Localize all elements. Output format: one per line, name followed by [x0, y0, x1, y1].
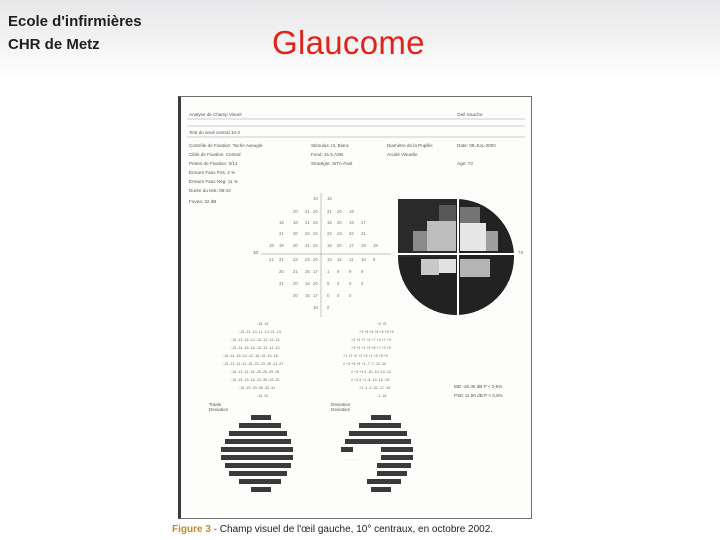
- threshold-grid: [261, 193, 391, 317]
- svg-text:22: 22: [313, 243, 318, 248]
- caption-text: Champ visuel de l'œil gauche, 10° centraux, en octobre 2002.: [217, 524, 494, 535]
- svg-text:18: 18: [373, 243, 378, 248]
- svg-text:11: 11: [349, 257, 354, 262]
- svg-text:9: 9: [373, 257, 376, 262]
- svg-text:10: 10: [361, 257, 366, 262]
- pupil-diameter: Diamètre de la Pupille:: [387, 143, 434, 148]
- svg-text:22: 22: [305, 231, 310, 236]
- scale-left: 10: [253, 250, 259, 255]
- svg-text:21: 21: [305, 209, 310, 214]
- svg-text:0: 0: [327, 305, 330, 310]
- svg-text:23: 23: [293, 257, 298, 262]
- svg-text:16: 16: [327, 243, 332, 248]
- svg-text:20: 20: [313, 281, 318, 286]
- svg-text:21: 21: [293, 269, 298, 274]
- fixation-monitor: Contrôle de Fixation: Tache Aveugle: [189, 143, 263, 148]
- svg-text:17: 17: [361, 220, 366, 225]
- svg-text:17: 17: [313, 293, 318, 298]
- svg-text:0: 0: [337, 281, 340, 286]
- svg-text:24: 24: [313, 220, 318, 225]
- svg-text:20: 20: [293, 281, 298, 286]
- fixation-losses: Pertes de Fixation: 0/14: [189, 161, 238, 166]
- pattern-deviation-values: [343, 322, 394, 398]
- exam-date: Date: 09-JUL-2002: [457, 143, 496, 148]
- svg-text:22: 22: [327, 231, 332, 236]
- svg-text:15: 15: [305, 293, 310, 298]
- svg-text:13: 13: [327, 257, 332, 262]
- false-negative: Erreurs Faux Nég: 11 %: [189, 179, 238, 184]
- svg-text:20: 20: [337, 243, 342, 248]
- svg-text:-15 -13 -16 -14 -15 -12 -13 -1: -15 -13 -16 -14 -15 -12 -13 -14: [231, 338, 280, 342]
- svg-text:19: 19: [349, 220, 354, 225]
- svg-text:+3 +5 +4 +6 +9 +5 +5: +3 +5 +4 +6 +9 +5 +5: [359, 330, 394, 334]
- svg-text:21: 21: [269, 257, 274, 262]
- svg-text:21: 21: [305, 220, 310, 225]
- svg-text:-15 -19 -20 -36 -33 -31: -15 -19 -20 -36 -33 -31: [239, 386, 276, 390]
- svg-text:-16 -14 -15 -14 -12 -16 -15 -1: -16 -14 -15 -14 -12 -16 -15 -16 -16: [223, 354, 278, 358]
- fovea-value: Fovea: 32 dB: [189, 199, 217, 204]
- figure-caption: [172, 524, 493, 535]
- svg-text:0: 0: [337, 293, 340, 298]
- svg-text:21: 21: [279, 281, 284, 286]
- svg-text:-13 -13 -11 -11 -15 -23 -23 -2: -13 -13 -11 -11 -15 -23 -23 -26 -24 -27: [223, 362, 284, 366]
- total-deviation-label: Totale Deviation: [209, 402, 229, 413]
- svg-text:17: 17: [313, 269, 318, 274]
- slide-title: Glaucome: [272, 24, 425, 61]
- svg-text:-13 -12 -13 -11 -13 -11 -13: -13 -12 -13 -11 -13 -11 -13: [239, 330, 281, 334]
- pattern-deviation-label: Deviation Deviation: [331, 402, 351, 413]
- school-line-2: CHR de Metz: [8, 36, 100, 53]
- svg-text:18: 18: [293, 220, 298, 225]
- svg-text:17: 17: [349, 243, 354, 248]
- test-duration: Durée du test: 06:43: [189, 188, 231, 193]
- svg-text:21: 21: [361, 231, 366, 236]
- svg-text:-1 -16: -1 -16: [377, 394, 387, 398]
- svg-text:19: 19: [327, 196, 332, 201]
- fixation-target: Cible de Fixation: Central: [189, 152, 241, 157]
- svg-text:9: 9: [349, 269, 352, 274]
- exam-title: Analyse de Champ Visuel: [189, 112, 242, 117]
- svg-text:20: 20: [293, 293, 298, 298]
- psd-index: PSD 11,50 dB P < 0,5%: [454, 393, 503, 398]
- svg-text:0: 0: [327, 293, 330, 298]
- false-positive: Erreurs Faux Pos: 2 %: [189, 170, 236, 175]
- svg-text:21: 21: [279, 231, 284, 236]
- school-line-1: Ecole d'infirmières: [8, 13, 142, 30]
- svg-text:-15 -15 -15 -16 -23 -30 -33 -3: -15 -15 -15 -16 -23 -30 -33 -32: [231, 378, 280, 382]
- svg-text:23: 23: [305, 257, 310, 262]
- svg-text:19: 19: [279, 243, 284, 248]
- svg-text:20: 20: [293, 231, 298, 236]
- svg-text:. . . . . . .: . . . . . . .: [343, 456, 358, 461]
- svg-text:+1 +2 +2 +2 +5 +1 +5 +5 +5: +1 +2 +2 +2 +5 +1 +5 +5 +5: [343, 354, 388, 358]
- svg-text:21: 21: [279, 257, 284, 262]
- svg-text:21: 21: [327, 209, 332, 214]
- svg-text:9: 9: [337, 269, 340, 274]
- figure-label: Figure 3 -: [172, 524, 218, 535]
- svg-text:20: 20: [293, 243, 298, 248]
- total-deviation-values: [223, 322, 283, 398]
- visual-field-report-scan: [178, 96, 532, 519]
- svg-text:12: 12: [337, 257, 342, 262]
- visual-acuity: Acuité Visuelle:: [387, 152, 419, 157]
- scale-right: 10: [518, 250, 524, 255]
- svg-text:18: 18: [279, 220, 284, 225]
- svg-text:18: 18: [269, 243, 274, 248]
- svg-text:0: 0: [349, 281, 352, 286]
- svg-text:19: 19: [349, 209, 354, 214]
- svg-text:+2 +5: +2 +5: [377, 322, 387, 326]
- test-name: Test du seuil central 10-2: [189, 130, 241, 135]
- svg-text:-16 -32: -16 -32: [257, 394, 269, 398]
- svg-text:23: 23: [337, 231, 342, 236]
- total-deviation-probability-map: [221, 415, 293, 492]
- svg-text:21: 21: [305, 243, 310, 248]
- svg-text:-13 -14 -15 -16 -15 -13 -14 -1: -13 -14 -15 -16 -15 -13 -14 -13: [231, 346, 280, 350]
- svg-text:-14 -13 -11 -16 -26 -26 -29 -2: -14 -13 -11 -16 -26 -26 -29 -28: [231, 370, 280, 374]
- svg-text:20: 20: [279, 269, 284, 274]
- svg-text:20: 20: [293, 209, 298, 214]
- report-graphics: [181, 97, 531, 518]
- svg-text:20: 20: [337, 209, 342, 214]
- svg-text:+1 -1 -4 -20 -17 -15: +1 -1 -4 -20 -17 -15: [359, 386, 391, 390]
- patient-age: Age: 73: [457, 161, 473, 166]
- svg-text:18: 18: [313, 305, 318, 310]
- svg-text:25: 25: [305, 269, 310, 274]
- svg-text:2 +3 +5 +5 +1 -7 -7 -10 -10: 2 +3 +5 +5 +1 -7 -7 -10 -10: [343, 362, 387, 366]
- stimulus: Stimulus: III, Blanc: [311, 143, 350, 148]
- svg-text:2 +3 3 +1 -8 -14 -16 -16: 2 +3 3 +1 -8 -14 -16 -16: [351, 378, 389, 382]
- pattern-deviation-probability-map: [341, 415, 413, 492]
- svg-text:-18 -15: -18 -15: [257, 322, 269, 326]
- svg-text:22: 22: [349, 231, 354, 236]
- svg-text:20: 20: [313, 209, 318, 214]
- grayscale-plot: [393, 193, 524, 319]
- svg-text:1: 1: [327, 269, 330, 274]
- svg-text:20: 20: [313, 257, 318, 262]
- md-index: MD -26,30 dB P < 0,5%: [454, 384, 503, 389]
- school-name: [8, 10, 142, 56]
- svg-text:9: 9: [361, 269, 364, 274]
- svg-text:+2 +4 +7 +4 +7 +4 +7 +9: +2 +4 +7 +4 +7 +4 +7 +9: [351, 338, 391, 342]
- svg-text:+3 +2 +1 +3 +5 +7 +9 +9: +3 +2 +1 +3 +5 +7 +9 +9: [351, 346, 391, 350]
- svg-text:15: 15: [305, 281, 310, 286]
- eye-label: Oeil Gauche: [457, 112, 483, 117]
- svg-text:2 +3 +4 0 -10 -10 -10 -12: 2 +3 +4 0 -10 -10 -10 -12: [351, 370, 391, 374]
- svg-text:9: 9: [327, 281, 330, 286]
- strategy: Stratégie: SITA-Fast: [311, 161, 353, 166]
- svg-text:19: 19: [361, 243, 366, 248]
- svg-text:0: 0: [349, 293, 352, 298]
- svg-text:24: 24: [313, 231, 318, 236]
- svg-text:20: 20: [337, 220, 342, 225]
- background: Fond: 31.5 ASB: [311, 152, 344, 157]
- svg-text:19: 19: [313, 196, 318, 201]
- svg-text:0: 0: [361, 281, 364, 286]
- svg-text:15: 15: [327, 220, 332, 225]
